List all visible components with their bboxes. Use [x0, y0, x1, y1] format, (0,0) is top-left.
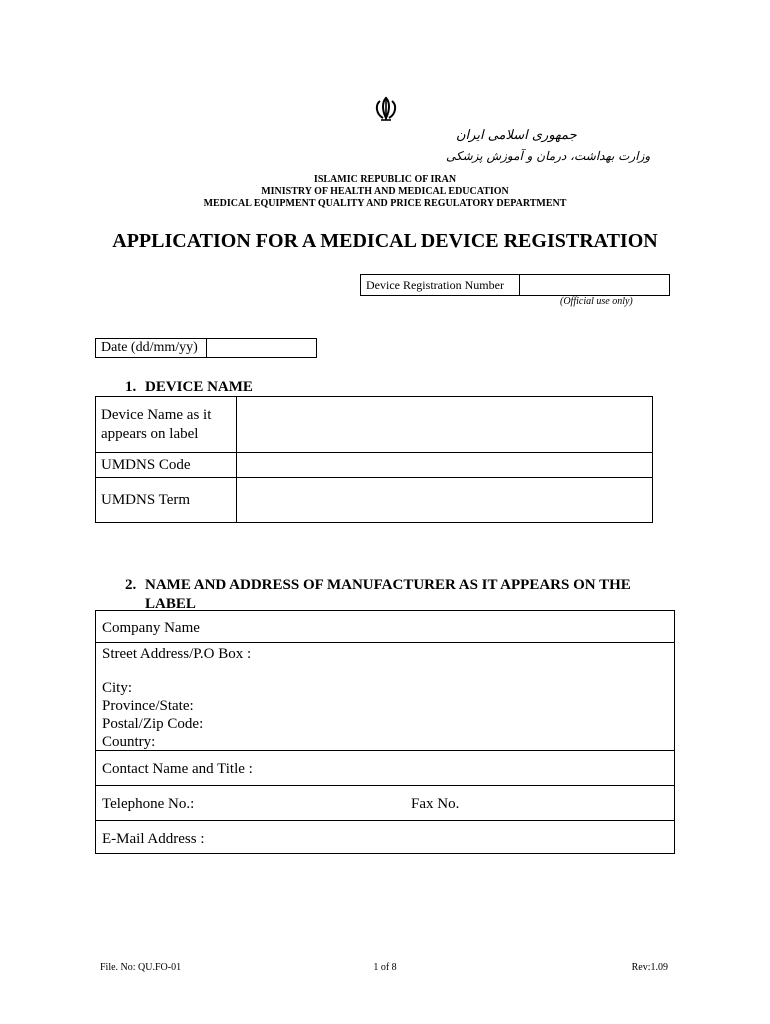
section2-heading	[125, 576, 631, 614]
device-name-field[interactable]	[237, 397, 653, 453]
header-country: ISLAMIC REPUBLIC OF IRAN	[313, 174, 457, 185]
header-ministry: MINISTRY OF HEALTH AND MEDICAL EDUCATION	[261, 186, 509, 197]
contact-name-field[interactable]: Contact Name and Title :	[102, 761, 253, 777]
footer-page-number: 1 of 8	[373, 962, 397, 973]
umdns-term-field[interactable]	[237, 478, 653, 523]
country-field[interactable]: Country:	[102, 734, 156, 750]
footer-revision: Rev:1.09	[631, 962, 668, 973]
divider	[96, 820, 674, 821]
umdns-term-label: UMDNS Term	[96, 478, 237, 523]
section2-title-line1: NAME AND ADDRESS OF MANUFACTURER AS IT APPEARS ON THE	[145, 577, 631, 593]
street-address-field[interactable]: Street Address/P.O Box :	[102, 646, 252, 662]
official-use-note: (Official use only)	[560, 296, 633, 307]
iran-emblem-icon	[372, 96, 400, 122]
device-name-table	[95, 396, 653, 523]
telephone-field[interactable]: Telephone No.:	[102, 796, 195, 812]
svg-text:وزارت بهداشت، درمان و آموزش پز: وزارت بهداشت، درمان و آموزش پزشکی	[446, 149, 651, 163]
section1-heading	[125, 378, 253, 397]
section2-number: 2.	[125, 577, 137, 593]
registration-number-field[interactable]	[520, 275, 670, 296]
section1-title: DEVICE NAME	[145, 379, 253, 395]
date-field[interactable]	[207, 339, 317, 358]
divider	[96, 642, 674, 643]
manufacturer-form	[95, 610, 675, 854]
section1-number: 1.	[125, 379, 137, 395]
date-label: Date (dd/mm/yy)	[96, 339, 207, 358]
divider	[96, 750, 674, 751]
registration-table	[360, 274, 670, 296]
date-table	[95, 338, 317, 358]
device-name-label: Device Name as it appears on label	[96, 397, 237, 453]
svg-text:جمهوری اسلامی ایران: جمهوری اسلامی ایران	[456, 128, 577, 143]
header-department: MEDICAL EQUIPMENT QUALITY AND PRICE REGULATORY DEPARTMENT	[203, 198, 567, 209]
fax-field[interactable]: Fax No.	[411, 796, 460, 812]
umdns-code-field[interactable]	[237, 453, 653, 478]
city-field[interactable]: City:	[102, 680, 133, 696]
company-name-field[interactable]: Company Name	[102, 620, 200, 636]
email-field[interactable]: E-Mail Address :	[102, 831, 205, 847]
section2-title-line2: LABEL	[145, 596, 196, 612]
divider	[96, 785, 674, 786]
umdns-code-label: UMDNS Code	[96, 453, 237, 478]
province-field[interactable]: Province/State:	[102, 698, 194, 714]
postal-code-field[interactable]: Postal/Zip Code:	[102, 716, 204, 732]
registration-label: Device Registration Number	[361, 275, 520, 296]
page-title: APPLICATION FOR A MEDICAL DEVICE REGISTRATION	[112, 230, 658, 252]
footer-file-number: File. No: QU.FO-01	[100, 962, 182, 973]
ministry-calligraphy-logo	[320, 122, 651, 168]
